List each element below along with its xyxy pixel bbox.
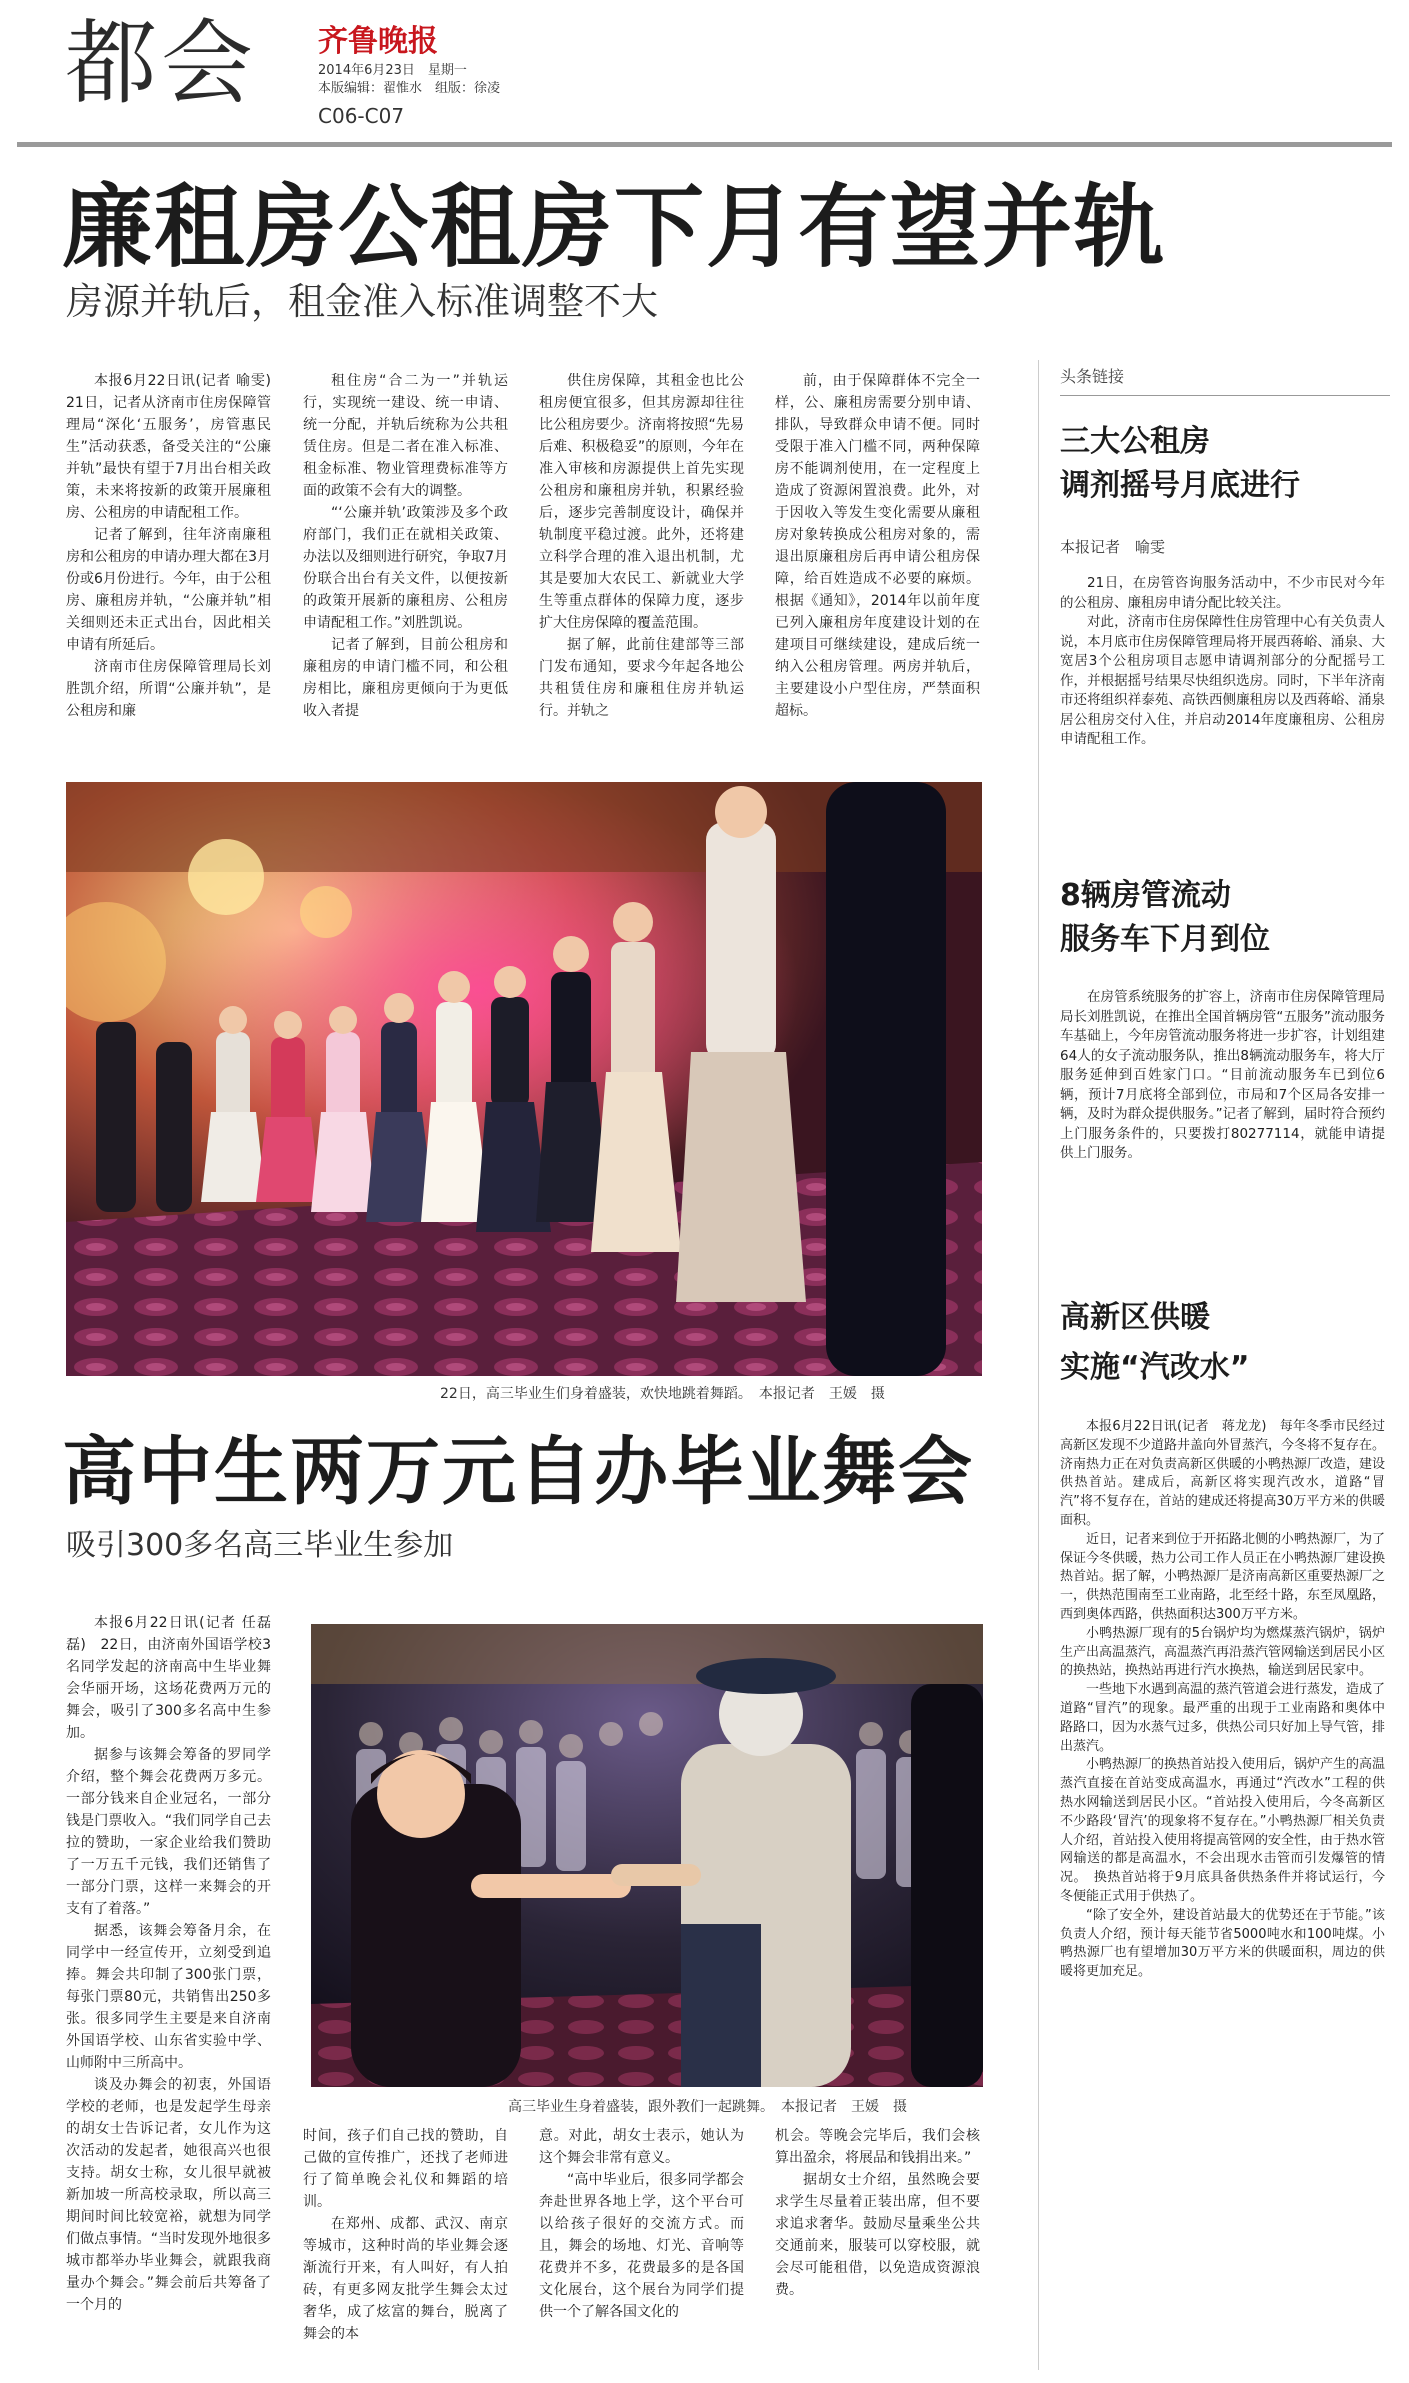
paragraph: “高中毕业后，很多同学都会奔赴世界各地上学，这个平台可以给孩子很好的交流方式。而且，舞会的场地、灯光、音响等花费并不多，花费最多的是各国文化展台，这个展台为同学们提供一个了解各国文化的	[539, 2172, 744, 2320]
sidebar3-headline-line2: 实施“汽改水”	[1060, 1350, 1250, 1385]
paragraph: 济南市住房保障管理局长刘胜凯介绍，所谓“公廉并轨”，是公租房和廉	[66, 659, 271, 719]
paragraph: 据了解，此前住建部等三部门发布通知，要求今年起各地公共租赁住房和廉租住房并轨运行。并轨之	[539, 637, 744, 719]
paragraph: 小鸭热源厂现有的5台锅炉均为燃煤蒸汽锅炉，锅炉生产出高温蒸汽，高温蒸汽再沿蒸汽管网输送到居民小区的换热站，换热站再进行汽水换热，输送到居民家中。	[1060, 1625, 1386, 1679]
story1-column-3	[539, 370, 744, 722]
sidebar3-headline-line1: 高新区供暖	[1060, 1300, 1210, 1335]
paragraph: 谈及办舞会的初衷，外国语学校的老师，也是发起学生母亲的胡女士告诉记者，女儿作为这次活动的发起者，她很高兴也很支持。胡女士称，女儿很早就被新加坡一所高校录取，所以高三期间时间比较宽裕，就想为同学们做点事情。“当时发现外地很多城市都举办毕业舞会，就跟我商量办个舞会。”舞会前后共筹备了一个月的	[66, 2077, 271, 2313]
story1-column-2	[303, 370, 508, 722]
story1-column-1	[66, 370, 285, 722]
story1-subhead: 房源并轨后，租金准入标准调整不大	[66, 280, 658, 323]
paper-name-logo: 齐鲁晚报	[318, 24, 438, 59]
paragraph: 本报6月22日讯(记者 任磊磊) 22日，由济南外国语学校3名同学发起的济南高中生毕业舞会华丽开场，这场花费两万元的舞会，吸引了300多名高中生参加。	[66, 1615, 271, 1741]
sidebar2-headline-line2: 服务车下月到位	[1060, 922, 1270, 957]
paragraph: 租住房“合二为一”并轨运行，实现统一建设、统一申请、统一分配，并轨后统称为公共租赁住房。但是二者在准入标准、租金标准、物业管理费标准等方面的政策不会有大的调整。	[303, 373, 508, 499]
sidebar1-body	[1060, 574, 1385, 750]
paragraph: 21日，在房管咨询服务活动中，不少市民对今年的公租房、廉租房申请分配比较关注。	[1060, 575, 1385, 611]
dance-photo-large	[66, 782, 982, 1376]
paragraph: 供住房保障，其租金也比公租房便宜很多，但其房源却往往比公租房要少。济南将按照“先易后难、积极稳妥”的原则，今年在准入审核和房源提供上首先实现公租房和廉租房并轨，积累经验后，逐步完善制度设计，确保并轨制度平稳过渡。此外，还将建立科学合理的准入退出机制，尤其是要加大农民工、新就业大学生等重点群体的保障力度，逐步扩大住房保障的覆盖范围。	[539, 373, 744, 631]
paragraph: 在房管系统服务的扩容上，济南市住房保障管理局局长刘胜凯说，在推出全国首辆房管“五服务”流动服务车基础上，今年房管流动服务将进一步扩容，计划组建64人的女子流动服务队，推出8辆流动服务车，将大厅服务延伸到百姓家门口。“目前流动服务车已到位6辆，预计7月底将全部到位，市局和7个区局各安排一辆，及时为群众提供服务。”记者了解到，届时符合预约上门服务条件的，只要拨打80277114，就能申请提供上门服务。	[1060, 989, 1385, 1161]
story1-headline: 廉租房公租房下月有望并轨	[62, 175, 1166, 280]
sidebar-divider	[1038, 360, 1039, 2370]
paragraph: “除了安全外，建设首站最大的优势还在于节能。”该负责人介绍，预计每天能节省5000吨水和100吨煤。小鸭热源厂也有望增加30万平方米的供暖面积，周边的供暖将更加充足。	[1060, 1907, 1385, 1980]
sidebar2-body	[1060, 988, 1385, 1164]
section-title: 都会	[65, 10, 258, 117]
photo-illustration	[311, 1624, 983, 2087]
paragraph: 一些地下水遇到高温的蒸汽管道会进行蒸发，造成了道路“冒汽”的现象。最严重的出现于工业南路和奥体中路路口，因为水蒸气过多，供热公司只好加上导气管，排出蒸汽。	[1060, 1682, 1386, 1754]
paragraph: 机会。等晚会完毕后，我们会核算出盈余，将展品和钱捐出来。”	[775, 2128, 980, 2166]
photo1-caption: 22日，高三毕业生们身着盛装，欢快地跳着舞蹈。 本报记者 王媛 摄	[440, 1386, 885, 1402]
issue-date: 2014年6月23日 星期一	[318, 63, 467, 78]
paragraph: 据悉，该舞会筹备月余，在同学中一经宣传开，立刻受到追捧。舞会共印制了300张门票，每张门票80元，共销售出250多张。很多同学生主要是来自济南外国语学校、山东省实验中学、山师附中三所高中。	[66, 1923, 271, 2071]
story2-column-3	[539, 2125, 744, 2323]
story1-column-4	[775, 370, 980, 722]
story2-column-1	[66, 1612, 271, 2316]
paragraph: 本报6月22日讯(记者 蒋龙龙) 每年冬季市民经过高新区发现不少道路井盖向外冒蒸汽，今冬将不复存在。济南热力正在对负责高新区供暖的小鸭热源厂改造，建设供热首站。建成后，高新区将实现汽改水，道路“冒汽”将不复存在，首站的建成还将提高30万平方米的供暖面积。	[1060, 1419, 1386, 1528]
masthead-divider	[17, 142, 1392, 147]
paragraph: 时间，孩子们自己找的赞助，自己做的宣传推广，还找了老师进行了简单晚会礼仪和舞蹈的培训。	[303, 2128, 508, 2210]
sidebar2-headline-line1: 8辆房管流动	[1060, 878, 1231, 913]
sidebar1-headline-line1: 三大公租房	[1060, 424, 1210, 459]
paragraph: 对此，济南市住房保障性住房管理中心有关负责人说，本月底市住房保障管理局将开展西蒋峪、涌泉、大宽居3个公租房项目志愿申请调剂部分的分配摇号工作，并根据摇号结果尽快组织选房。同时，下半年济南市还将组织祥泰苑、高铁西侧廉租房以及西蒋峪、涌泉居公租房交付入住，并启动2014年度廉租房、公租房申请配租工作。	[1060, 614, 1385, 747]
dance-photo-small	[311, 1624, 983, 2087]
editor-credits: 本版编辑：翟惟水 组版：徐凌	[318, 81, 501, 96]
sidebar-tag: 头条链接	[1060, 364, 1390, 396]
story2-column-2	[303, 2125, 508, 2345]
story2-subhead: 吸引300多名高三毕业生参加	[66, 1528, 454, 1563]
paragraph: 据参与该舞会筹备的罗同学介绍，整个舞会花费两万多元。一部分钱来自企业冠名，一部分钱是门票收入。“我们同学自己去拉的赞助，一家企业给我们赞助了一万五千元钱，我们还销售了一部分门票，这样一来舞会的开支有了着落。”	[66, 1747, 271, 1917]
page-numbers: C06-C07	[318, 104, 405, 128]
paragraph: 本报6月22日讯(记者 喻雯) 21日，记者从济南市住房保障管理局“深化‘五服务’，房管惠民生”活动获悉，备受关注的“公廉并轨”最快有望于7月出台相关政策，未来将按新的政策开展廉租房、公租房的申请配租工作。	[66, 373, 285, 521]
paragraph: 记者了解到，目前公租房和廉租房的申请门槛不同，和公租房相比，廉租房更倾向于为更低收入者提	[303, 637, 508, 719]
story2-headline: 高中生两万元自办毕业舞会	[62, 1429, 974, 1515]
paragraph: 近日，记者来到位于开拓路北侧的小鸭热源厂，为了保证今冬供暖，热力公司工作人员正在小鸭热源厂建设换热首站。据了解，小鸭热源厂是济南高新区重要热源厂之一，供热范围南至工业南路，北至经十路，东至凤凰路，西到奥体西路，供热面积达300万平方米。	[1060, 1531, 1386, 1622]
sidebar3-body	[1060, 1418, 1385, 1982]
paragraph: 小鸭热源厂的换热首站投入使用后，锅炉产生的高温蒸汽直接在首站变成高温水，再通过“汽改水”工程的供热水网输送到居民小区。“首站投入使用后，今冬高新区不少路段‘冒汽’的现象将不复存在。”小鸭热源厂相关负责人介绍，首站投入使用将提高管网的安全性，由于热水管网输送的都是高温水，不会出现水击管而引发爆管的情况。 换热首站将于9月底具备供热条件并将试运行，今冬便能正式用于供热了。	[1060, 1757, 1386, 1904]
sidebar1-byline: 本报记者 喻雯	[1060, 538, 1166, 556]
paragraph: 意。对此，胡女士表示，她认为这个舞会非常有意义。	[539, 2128, 744, 2166]
paragraph: 在郑州、成都、武汉、南京等城市，这种时尚的毕业舞会逐渐流行开来，有人叫好，有人拍砖，有更多网友批学生舞会太过奢华，成了炫富的舞台，脱离了舞会的本	[303, 2216, 508, 2342]
paragraph: 前，由于保障群体不完全一样，公、廉租房需要分别申请、排队，导致群众申请不便。同时受限于准入门槛不同，两种保障房不能调剂使用，在一定程度上造成了资源闲置浪费。此外，对于因收入等发生变化需要从廉租房对象转换成公租房对象的，需退出原廉租房后再申请公租房保障，给百姓造成不必要的麻烦。根据《通知》，2014年以前年度已列入廉租房年度建设计划的在建项目可继续建设，建成后统一纳入公租房管理。两房并轨后，主要建设小户型住房，严禁面积超标。	[775, 373, 980, 719]
photo-illustration	[66, 782, 982, 1376]
paragraph: 记者了解到，往年济南廉租房和公租房的申请办理大都在3月份或6月份进行。今年，由于公租房、廉租房并轨，“公廉并轨”相关细则还未正式出台，因此相关申请有所延后。	[66, 527, 271, 653]
sidebar1-headline-line2: 调剂摇号月底进行	[1060, 468, 1300, 503]
paragraph: “‘公廉并轨’政策涉及多个政府部门，我们正在就相关政策、办法以及细则进行研究，争取7月份联合出台有关文件，以便按新的政策开展新的廉租房、公租房申请配租工作。”刘胜凯说。	[303, 505, 508, 631]
photo2-caption: 高三毕业生身着盛装，跟外教们一起跳舞。 本报记者 王媛 摄	[508, 2099, 907, 2115]
paragraph: 据胡女士介绍，虽然晚会要求学生尽量着正装出席，但不要求追求奢华。鼓励尽量乘坐公共交通前来，服装可以穿校服，就会尽可能租借，以免造成资源浪费。	[775, 2172, 980, 2298]
story2-column-4	[775, 2125, 980, 2301]
